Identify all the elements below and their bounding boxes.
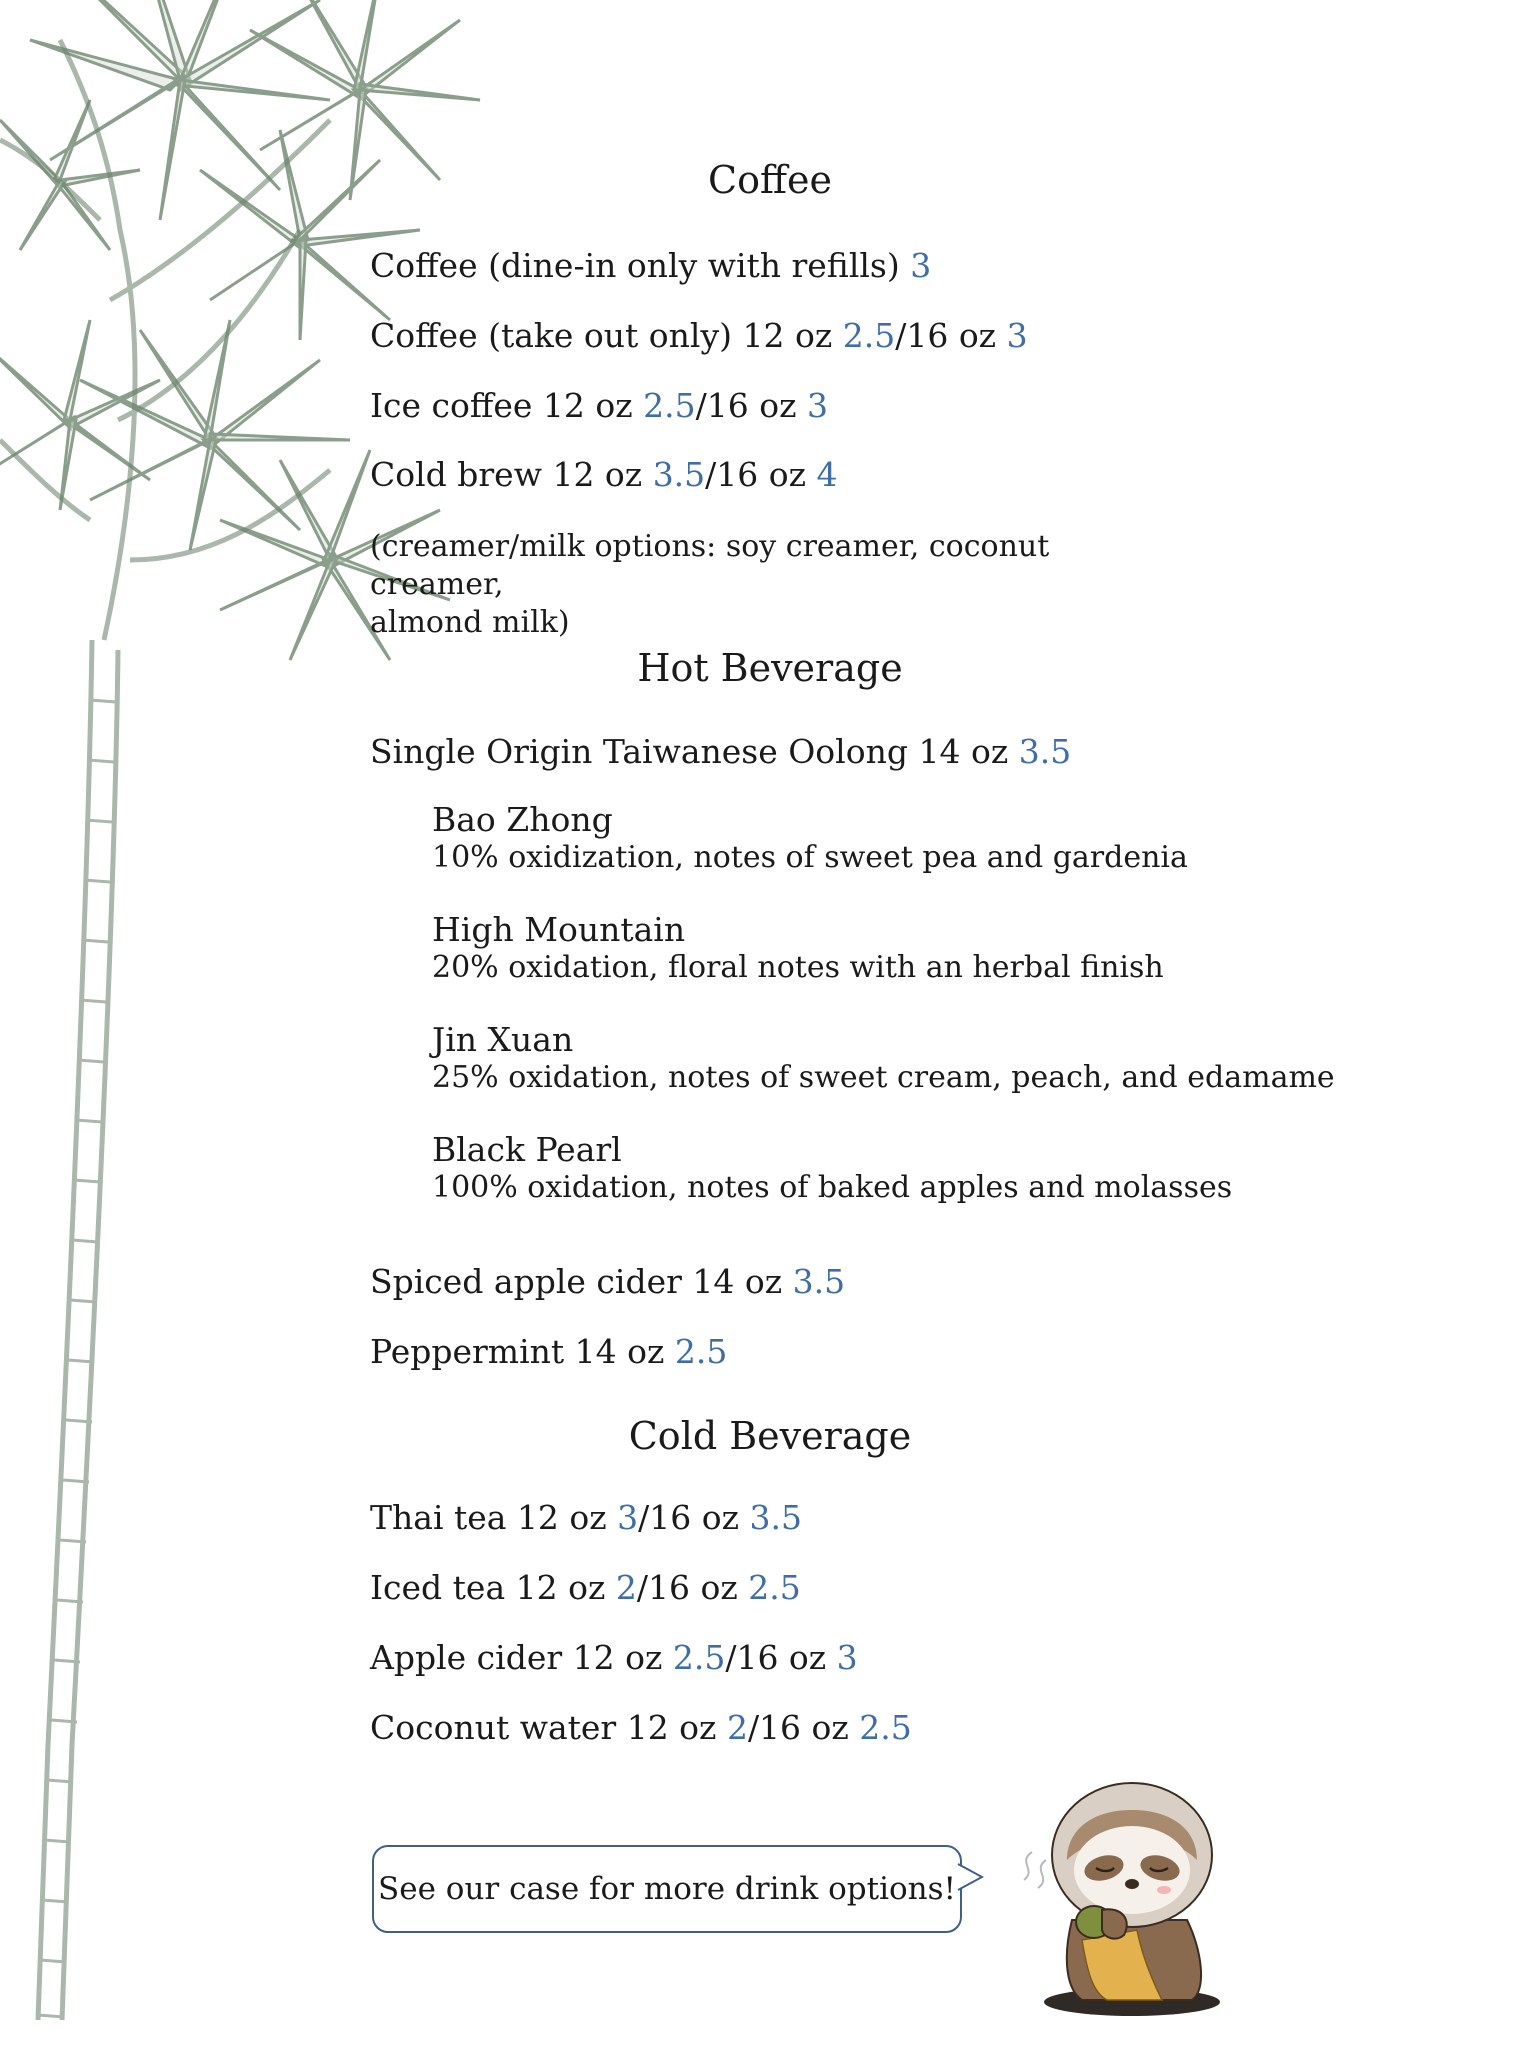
- item-price: 2.5: [643, 386, 696, 425]
- item-price: 2.5: [674, 1332, 728, 1371]
- item-price: 3: [617, 1498, 639, 1537]
- menu-item-coconut-water: [370, 1708, 912, 1748]
- item-name: Cold brew: [370, 455, 553, 494]
- speech-bubble-text: See our case for more drink options!: [378, 1871, 956, 1907]
- size-label: /16 oz: [695, 386, 807, 425]
- size-label: /16 oz: [705, 455, 817, 494]
- item-price: 3: [836, 1638, 858, 1677]
- menu-item-oolong: [370, 732, 1071, 772]
- item-price: 2: [726, 1708, 748, 1747]
- menu-item-coffee-take-out: [370, 316, 1028, 356]
- item-name: Spiced apple cider 14 oz: [370, 1262, 793, 1301]
- size-label: 12 oz: [515, 1568, 616, 1607]
- menu-item-iced-tea: [370, 1568, 801, 1608]
- menu-item-apple-cider: [370, 1638, 858, 1678]
- size-label: 12 oz: [542, 386, 644, 425]
- size-label: /16 oz: [895, 316, 1007, 355]
- speech-bubble: [372, 1845, 962, 1933]
- item-name: Apple cider: [370, 1638, 573, 1677]
- item-price: 2.5: [672, 1638, 726, 1677]
- item-name: Ice coffee: [370, 386, 543, 425]
- size-label: 12 oz: [552, 455, 653, 494]
- tea-description: 10% oxidization, notes of sweet pea and gardenia: [432, 840, 1188, 875]
- tea-variety-high-mountain: [432, 910, 1164, 986]
- note-line: (creamer/milk options: soy creamer, coconut creamer,: [370, 529, 1050, 602]
- item-price: 3: [1006, 316, 1028, 355]
- item-price: 4: [816, 455, 838, 494]
- item-price: 3.5: [792, 1262, 846, 1301]
- menu-item-cold-brew: [370, 455, 838, 495]
- menu-item-spiced-apple-cider: [370, 1262, 845, 1302]
- tea-description: 25% oxidation, notes of sweet cream, peach, and edamame: [432, 1060, 1335, 1095]
- tea-variety-bao-zhong: [432, 800, 1188, 876]
- item-price: 3.5: [652, 455, 706, 494]
- tea-name: High Mountain: [432, 910, 686, 949]
- tea-variety-jin-xuan: [432, 1020, 1335, 1096]
- sloth-mascot-icon: [1012, 1770, 1232, 2020]
- size-label: /16 oz: [638, 1498, 750, 1537]
- tea-description: 100% oxidation, notes of baked apples and molasses: [432, 1170, 1233, 1205]
- tea-name: Jin Xuan: [432, 1020, 574, 1059]
- size-label: 12 oz: [516, 1498, 618, 1537]
- item-price: 3: [910, 246, 932, 285]
- item-name: Coffee (dine-in only with refills): [370, 246, 911, 285]
- section-title-cold-beverage: Cold Beverage: [628, 1414, 912, 1458]
- item-price: 2: [615, 1568, 637, 1607]
- note-line: almond milk): [370, 605, 570, 640]
- item-price: 3.5: [1018, 732, 1072, 771]
- item-price: 2.5: [748, 1568, 801, 1607]
- size-label: 12 oz: [572, 1638, 673, 1677]
- creamer-options-note: [370, 528, 1190, 642]
- tea-name: Bao Zhong: [432, 800, 613, 839]
- item-name: Iced tea: [370, 1568, 516, 1607]
- item-name: Peppermint 14 oz: [370, 1332, 675, 1371]
- size-label: /16 oz: [636, 1568, 749, 1607]
- tea-name: Black Pearl: [432, 1130, 622, 1169]
- item-name: Coffee (take out only): [370, 316, 743, 355]
- item-name: Single Origin Taiwanese Oolong 14 oz: [370, 732, 1019, 771]
- item-price: 3: [806, 386, 828, 425]
- size-label: 12 oz: [742, 316, 843, 355]
- speech-bubble-tail: [956, 1862, 984, 1892]
- section-title-coffee: Coffee: [708, 158, 832, 202]
- item-price: 2.5: [859, 1708, 912, 1747]
- tea-description: 20% oxidation, floral notes with an herbal finish: [432, 950, 1164, 985]
- item-price: 3.5: [749, 1498, 802, 1537]
- menu-item-ice-coffee: [370, 386, 828, 426]
- size-label: /16 oz: [747, 1708, 860, 1747]
- section-title-hot-beverage: Hot Beverage: [637, 646, 903, 690]
- menu-item-thai-tea: [370, 1498, 802, 1538]
- item-price: 2.5: [842, 316, 896, 355]
- menu-item-coffee-dine-in: [370, 246, 931, 286]
- size-label: 12 oz: [626, 1708, 727, 1747]
- size-label: /16 oz: [725, 1638, 837, 1677]
- tea-variety-black-pearl: [432, 1130, 1232, 1206]
- item-name: Thai tea: [370, 1498, 517, 1537]
- item-name: Coconut water: [370, 1708, 627, 1747]
- menu-item-peppermint: [370, 1332, 727, 1372]
